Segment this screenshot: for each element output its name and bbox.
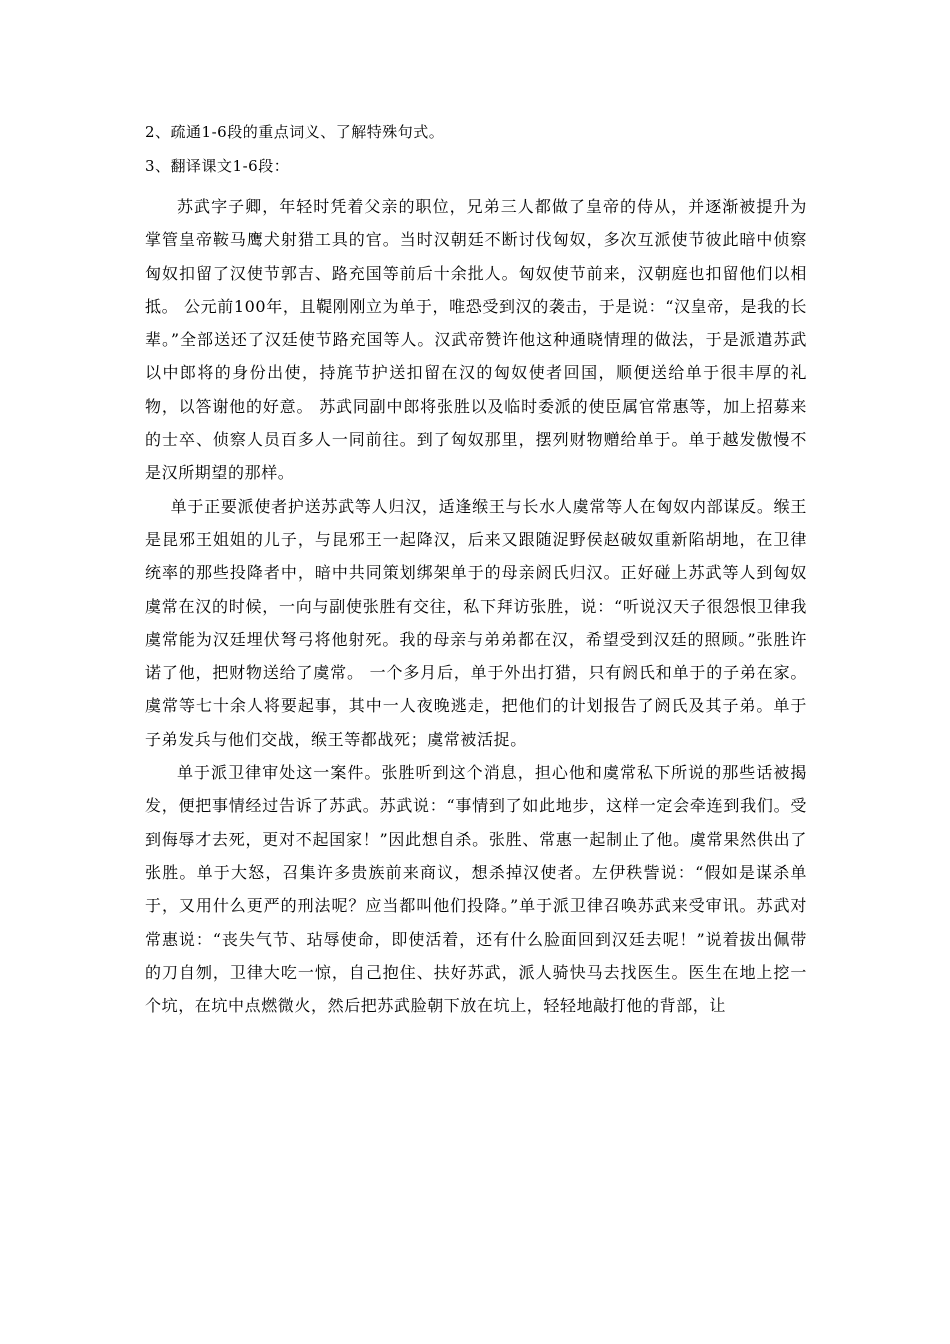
task-item-2: 2、疏通1-6段的重点词义、了解特殊句式。 — [145, 123, 445, 141]
translation-paragraph-3: 单于派卫律审处这一案件。张胜听到这个消息，担心他和虞常私下所说的那些话被揭发，便把事情经过告诉了苏武。苏武说：“事情到了如此地步，这样一定会牵连到我们。受到侮辱才去死，更对不起国家！”因此想自杀。张胜、常惠一起制止了他。虞常果然供出了张胜。单于大怒，召集许多贵族前来商议，想杀掉汉使者。左伊秩訾说：“假如是谋杀单于，又用什么更严的刑法呢？应当都叫他们投降。”单于派卫律召唤苏武来受审讯。苏武对常惠说：“丧失气节、玷辱使命，即使活着，还有什么脸面回到汉廷去呢！”说着拔出佩带的刀自刎，卫律大吃一惊，自己抱住、扶好苏武，派人骑快马去找医生。医生在地上挖一个坑，在坑中点燃微火，然后把苏武脸朝下放在坑上，轻轻地敲打他的背部，让 — [145, 763, 807, 1016]
translation-paragraph-2: 单于正要派使者护送苏武等人归汉，适逢缑王与长水人虞常等人在匈奴内部谋反。缑王是昆邪王姐姐的儿子，与昆邪王一起降汉，后来又跟随浞野侯赵破奴重新陷胡地，在卫律统率的那些投降者中，暗中共同策划绑架单于的母亲阏氏归汉。正好碰上苏武等人到匈奴虞常在汉的时候，一向与副使张胜有交往，私下拜访张胜，说：“听说汉天子很怨恨卫律我虞常能为汉廷埋伏弩弓将他射死。我的母亲与弟弟都在汉，希望受到汉廷的照顾。”张胜许诺了他，把财物送给了虞常。 一个多月后，单于外出打猎，只有阏氏和单于的子弟在家。虞常等七十余人将要起事，其中一人夜晚逃走，把他们的计划报告了阏氏及其子弟。单于子弟发兵与他们交战，缑王等都战死；虞常被活捉。 — [145, 496, 807, 749]
document-body — [145, 122, 807, 1022]
task-item-3: 3、翻译课文1-6段： — [145, 157, 290, 175]
translation-paragraph-1: 苏武字子卿，年轻时凭着父亲的职位，兄弟三人都做了皇帝的侍从，并逐渐被提升为掌管皇帝鞍马鹰犬射猎工具的官。当时汉朝廷不断讨伐匈奴，多次互派使节彼此暗中侦察匈奴扣留了汉使节郭吉、路充国等前后十余批人。匈奴使节前来，汉朝庭也扣留他们以相抵。 公元前100年，且鞮刚刚立为单于，唯恐受到汉的袭击，于是说：“汉皇帝，是我的长辈。”全部送还了汉廷使节路充国等人。汉武帝赞许他这种通晓情理的做法，于是派遣苏武以中郎将的身份出使，持旄节护送扣留在汉的匈奴使者回国，顺便送给单于很丰厚的礼物，以答谢他的好意。 苏武同副中郎将张胜以及临时委派的使臣属官常惠等，加上招募来的士卒、侦察人员百多人一同前往。到了匈奴那里，摆列财物赠给单于。单于越发傲慢不是汉所期望的那样。 — [145, 197, 807, 483]
